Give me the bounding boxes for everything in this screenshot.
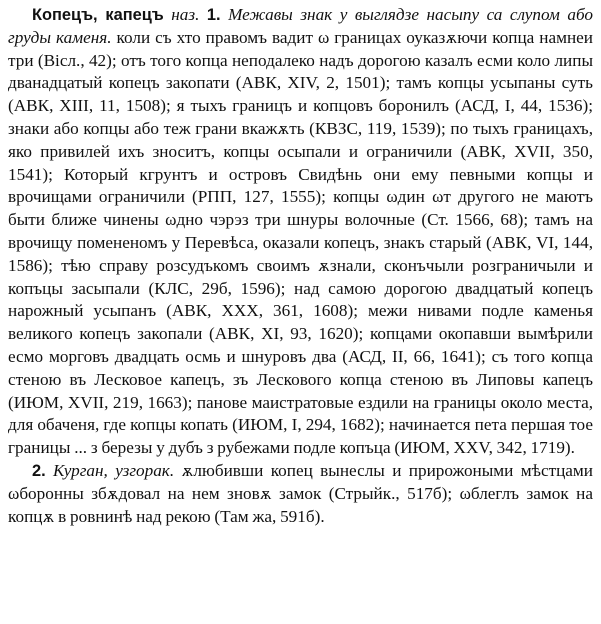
sense-1-citations: коли съ хто правомъ вадит ω границах оуказѫючи копца намнеи три (Вісл., 42); отъ того копца неподалеко надъ дорогою казалъ есми коло липы дванадцатый копецъ закопати (АВК, XIV, 2, 1501); тамъ копцы усыпаны суть (АВК, XIII, 11, 1508); я тыхъ границъ и копцовъ боронилъ (АСД, I, 44, 1536); знаки або копцы або теж грани вкажѫть (КВЗС, 119, 1539); по тыхъ границахъ, яко привилей ихъ зноситъ, копцы осыпали и ограничили (АВК, XVII, 350, 1541); Который кгрунтъ и островъ Свидѣнь они ему певными копцы и врочищами ограничили (РПП, 127, 1555); копцы ωдин ωт другого не маютъ быти ближе чинены ωдно чэрэз три шнуры волочные (Ст. 1566, 68); тамъ на врочищу помененомъ у Перевѣса, оказали копецъ, знакъ старый (АВК, VI, 144, 1586); тѣю справу розсудъкомъ своимъ ѫзнали, сконъчыли розграничыли и копъцы засыпали (КЛС, 29б, 1596); над самою дорогою двадцатый копецъ нарожный усыпанъ (АВК, XXX, 361, 1608); межи нивами подле каменья великого копецъ закопали (АВК, XI, 93, 1620); копцами окопавши вымѣрили есмо морговъ двадцать осмь и шнуровъ два (АСД, II, 66, 1641); съ того копца стеною въ Лесковое капецъ, зъ Лескового копца стеною въ Липовы капецъ (ИЮМ, XVII, 219, 1663); панове маистратовые ездили на границы около места, для обаченя, где копцы копать (ИЮМ, I, 294, 1682); начинается пета першая тое границы ... з березы у дубъ з рубежами подле копъца (ИЮМ, XXV, 342, 1719).: [8, 27, 594, 458]
sense-1-definition: Межавы знак у выглядзе насыпу са слупом або груды каменя.: [8, 5, 594, 47]
sense-2-number: 2.: [32, 461, 46, 480]
sense-1-paragraph: [8, 4, 593, 460]
sense-2-paragraph: [8, 460, 593, 528]
sense-2-citations: ѫлюбивши копец вынеслы и прирожоными мѣстцами ωборонны збѫдовал на нем зновѫ замок (Стрыйк., 517б); ωблеглъ замок на копцѫ в ровнинѣ над рекою (Там жа, 591б).: [8, 460, 594, 526]
sense-2-definition: Курган, узгорак.: [53, 460, 175, 480]
headword: Копецъ, капецъ: [32, 6, 164, 24]
sense-1-number: 1.: [206, 6, 221, 24]
grammar-label: наз.: [171, 5, 200, 24]
